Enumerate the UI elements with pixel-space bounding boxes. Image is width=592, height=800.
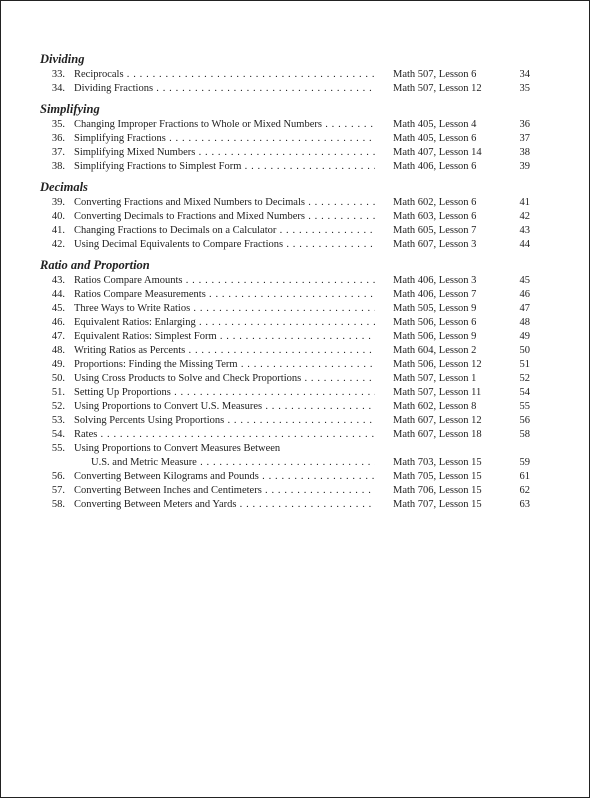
toc-entry — [1, 316, 589, 330]
entry-title: Three Ways to Write Ratios — [74, 303, 191, 314]
entry-page-number: 46 — [519, 289, 530, 300]
entry-title: Using Cross Products to Solve and Check Proportions — [74, 373, 302, 384]
entry-lesson: Math 602, Lesson 8 — [393, 401, 477, 412]
entry-number: 49. — [51, 359, 65, 370]
entry-lesson: Math 507, Lesson 11 — [393, 387, 482, 398]
entry-number: 40. — [51, 211, 65, 222]
entry-title: Using Decimal Equivalents to Compare Fractions — [74, 239, 284, 250]
entry-page-number: 63 — [519, 499, 530, 510]
entry-title: Solving Percents Using Proportions — [74, 415, 225, 426]
entry-page-number: 42 — [519, 211, 530, 222]
entry-title: Changing Improper Fractions to Whole or Mixed Numbers — [74, 119, 322, 130]
entry-title: Dividing Fractions — [74, 83, 154, 94]
entry-page-number: 59 — [519, 457, 530, 468]
entry-title: Using Proportions to Convert Measures Between — [74, 443, 281, 454]
toc-entry — [1, 210, 589, 224]
section-heading: Simplifying — [40, 102, 100, 116]
entry-lesson: Math 406, Lesson 3 — [393, 275, 477, 286]
entry-number: 42. — [51, 239, 65, 250]
toc-entry — [1, 196, 589, 210]
entry-lesson: Math 407, Lesson 14 — [393, 147, 482, 158]
entry-number: 50. — [51, 373, 65, 384]
entry-number: 47. — [51, 331, 65, 342]
section-heading: Ratio and Proportion — [40, 258, 150, 272]
entry-lesson: Math 506, Lesson 12 — [393, 359, 482, 370]
toc-entry — [1, 428, 589, 442]
toc-entry — [1, 344, 589, 358]
entry-number: 45. — [51, 303, 65, 314]
entry-title-continued: U.S. and Metric Measure — [91, 457, 197, 468]
entry-lesson: Math 607, Lesson 3 — [393, 239, 477, 250]
entry-page-number: 37 — [519, 133, 530, 144]
entry-number: 57. — [51, 485, 65, 496]
entry-page-number: 54 — [519, 387, 530, 398]
entry-page-number: 55 — [519, 401, 530, 412]
toc-entry — [1, 442, 589, 470]
toc-entry — [1, 358, 589, 372]
entry-number: 51. — [51, 387, 65, 398]
toc-entry — [1, 330, 589, 344]
entry-number: 36. — [51, 133, 65, 144]
entry-lesson: Math 607, Lesson 12 — [393, 415, 482, 426]
entry-page-number: 44 — [519, 239, 530, 250]
entry-lesson: Math 406, Lesson 7 — [393, 289, 477, 300]
entry-number: 35. — [51, 119, 65, 130]
toc-entry — [1, 118, 589, 132]
entry-title: Rates — [74, 429, 98, 440]
entry-number: 44. — [51, 289, 65, 300]
entry-lesson: Math 506, Lesson 6 — [393, 317, 477, 328]
entry-title: Converting Between Meters and Yards — [74, 499, 237, 510]
entry-number: 55. — [51, 443, 65, 454]
entry-lesson: Math 706, Lesson 15 — [393, 485, 482, 496]
entry-page-number: 39 — [519, 161, 530, 172]
section-heading: Decimals — [40, 180, 88, 194]
entry-lesson: Math 505, Lesson 9 — [393, 303, 477, 314]
toc-entry — [1, 68, 589, 82]
table-of-contents — [1, 51, 589, 517]
toc-entry — [1, 386, 589, 400]
entry-title: Converting Fractions and Mixed Numbers to Decimals — [74, 197, 305, 208]
entry-title: Writing Ratios as Percents — [74, 345, 186, 356]
toc-entry — [1, 82, 589, 96]
entry-lesson: Math 707, Lesson 15 — [393, 499, 482, 510]
entry-page-number: 43 — [519, 225, 530, 236]
entry-page-number: 51 — [519, 359, 530, 370]
entry-page-number: 52 — [519, 373, 530, 384]
entry-title: Setting Up Proportions — [74, 387, 171, 398]
entry-lesson: Math 405, Lesson 6 — [393, 133, 477, 144]
entry-number: 41. — [51, 225, 65, 236]
entry-lesson: Math 604, Lesson 2 — [393, 345, 477, 356]
toc-entry — [1, 484, 589, 498]
entry-lesson: Math 406, Lesson 6 — [393, 161, 477, 172]
entry-lesson: Math 705, Lesson 15 — [393, 471, 482, 482]
entry-lesson: Math 507, Lesson 12 — [393, 83, 482, 94]
entry-title: Using Proportions to Convert U.S. Measures — [74, 401, 263, 412]
toc-entry — [1, 146, 589, 160]
entry-title: Ratios Compare Measurements — [74, 289, 206, 300]
entry-number: 58. — [51, 499, 65, 510]
entry-title: Simplifying Fractions to Simplest Form — [74, 161, 242, 172]
entry-title: Converting Between Inches and Centimeters — [74, 485, 262, 496]
entry-lesson: Math 506, Lesson 9 — [393, 331, 477, 342]
entry-lesson: Math 405, Lesson 4 — [393, 119, 477, 130]
entry-number: 54. — [51, 429, 65, 440]
entry-lesson: Math 603, Lesson 6 — [393, 211, 477, 222]
toc-entry — [1, 224, 589, 238]
entry-title: Equivalent Ratios: Enlarging — [74, 317, 196, 328]
toc-entry — [1, 372, 589, 386]
section-heading: Dividing — [40, 52, 85, 66]
entry-title: Converting Between Kilograms and Pounds — [74, 471, 259, 482]
entry-number: 43. — [51, 275, 65, 286]
entry-number: 33. — [51, 69, 65, 80]
entry-page-number: 34 — [519, 69, 530, 80]
toc-entry — [1, 498, 589, 512]
entry-title: Simplifying Fractions — [74, 133, 166, 144]
entry-title: Proportions: Finding the Missing Term — [74, 359, 238, 370]
entry-number: 34. — [51, 83, 65, 94]
entry-lesson: Math 602, Lesson 6 — [393, 197, 477, 208]
entry-page-number: 36 — [519, 119, 530, 130]
entry-page-number: 61 — [519, 471, 530, 482]
entry-number: 38. — [51, 161, 65, 172]
entry-number: 37. — [51, 147, 65, 158]
entry-page-number: 48 — [519, 317, 530, 328]
entry-page-number: 41 — [519, 197, 530, 208]
toc-entry — [1, 238, 589, 252]
toc-section — [1, 179, 589, 252]
entry-title: Simplifying Mixed Numbers — [74, 147, 196, 158]
entry-lesson: Math 507, Lesson 6 — [393, 69, 477, 80]
entry-title: Converting Decimals to Fractions and Mixed Numbers — [74, 211, 305, 222]
toc-entry — [1, 414, 589, 428]
entry-lesson: Math 703, Lesson 15 — [393, 457, 482, 468]
entry-title: Changing Fractions to Decimals on a Calculator — [74, 225, 277, 236]
entry-title: Equivalent Ratios: Simplest Form — [74, 331, 217, 342]
entry-number: 39. — [51, 197, 65, 208]
entry-page-number: 45 — [519, 275, 530, 286]
toc-section — [1, 257, 589, 512]
entry-page-number: 38 — [519, 147, 530, 158]
entry-page-number: 58 — [519, 429, 530, 440]
toc-entry — [1, 400, 589, 414]
entry-page-number: 50 — [519, 345, 530, 356]
toc-entry — [1, 274, 589, 288]
entry-lesson: Math 507, Lesson 1 — [393, 373, 477, 384]
toc-entry — [1, 302, 589, 316]
entry-number: 53. — [51, 415, 65, 426]
entry-page-number: 35 — [519, 83, 530, 94]
toc-entry — [1, 160, 589, 174]
entry-lesson: Math 607, Lesson 18 — [393, 429, 482, 440]
toc-section — [1, 101, 589, 174]
entry-number: 52. — [51, 401, 65, 412]
entry-number: 56. — [51, 471, 65, 482]
toc-entry — [1, 132, 589, 146]
toc-section — [1, 51, 589, 96]
entry-page-number: 62 — [519, 485, 530, 496]
entry-number: 48. — [51, 345, 65, 356]
entry-page-number: 47 — [519, 303, 530, 314]
entry-title: Ratios Compare Amounts — [74, 275, 183, 286]
entry-page-number: 56 — [519, 415, 530, 426]
entry-page-number: 49 — [519, 331, 530, 342]
entry-lesson: Math 605, Lesson 7 — [393, 225, 477, 236]
entry-number: 46. — [51, 317, 65, 328]
toc-entry — [1, 470, 589, 484]
entry-title: Reciprocals — [74, 69, 124, 80]
toc-entry — [1, 288, 589, 302]
